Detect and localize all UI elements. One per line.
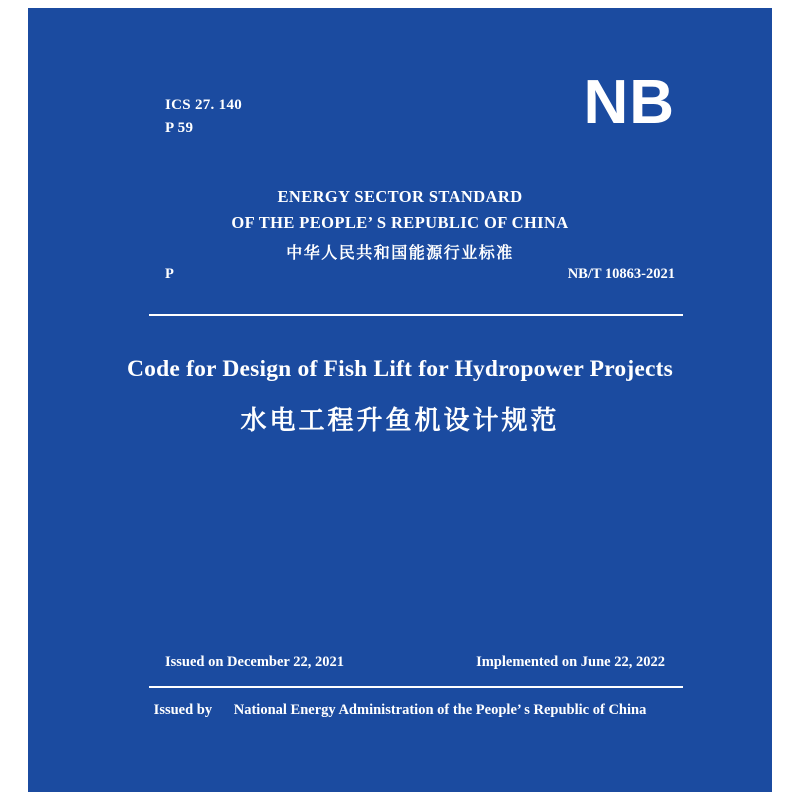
issue-date: Issued on December 22, 2021	[165, 654, 344, 670]
cover-header	[28, 68, 772, 160]
issuing-authority: National Energy Administration of the People’ s Republic of China	[233, 702, 647, 718]
issued-by-label: Issued by	[153, 702, 213, 718]
page-title: Code for Design of Fish Lift for Hydropower Projects	[126, 356, 674, 382]
ics-classification-block	[165, 94, 242, 139]
standard-code-row	[165, 266, 675, 283]
nb-logo: NB	[583, 68, 675, 137]
standard-cover-page	[28, 8, 772, 792]
divider-top	[149, 314, 683, 316]
document-title-block	[28, 356, 772, 437]
standard-title-chinese: 中华人民共和国能源行业标准	[286, 243, 514, 263]
divider-bottom	[149, 686, 683, 688]
standard-title-line-2: OF THE PEOPLE’ S REPUBLIC OF CHINA	[231, 212, 569, 232]
category-letter: P	[165, 266, 174, 282]
issuer-row	[28, 702, 772, 719]
implementation-date: Implemented on June 22, 2022	[476, 654, 665, 670]
standard-title-line-1: ENERGY SECTOR STANDARD	[277, 187, 523, 206]
ics-number: ICS 27. 140	[165, 97, 243, 113]
classification-code: P 59	[165, 119, 194, 136]
standard-authority-block	[28, 184, 772, 263]
dates-row	[165, 654, 665, 671]
page-title-chinese: 水电工程升鱼机设计规范	[240, 406, 560, 436]
standard-number: NB/T 10863-2021	[567, 266, 675, 282]
